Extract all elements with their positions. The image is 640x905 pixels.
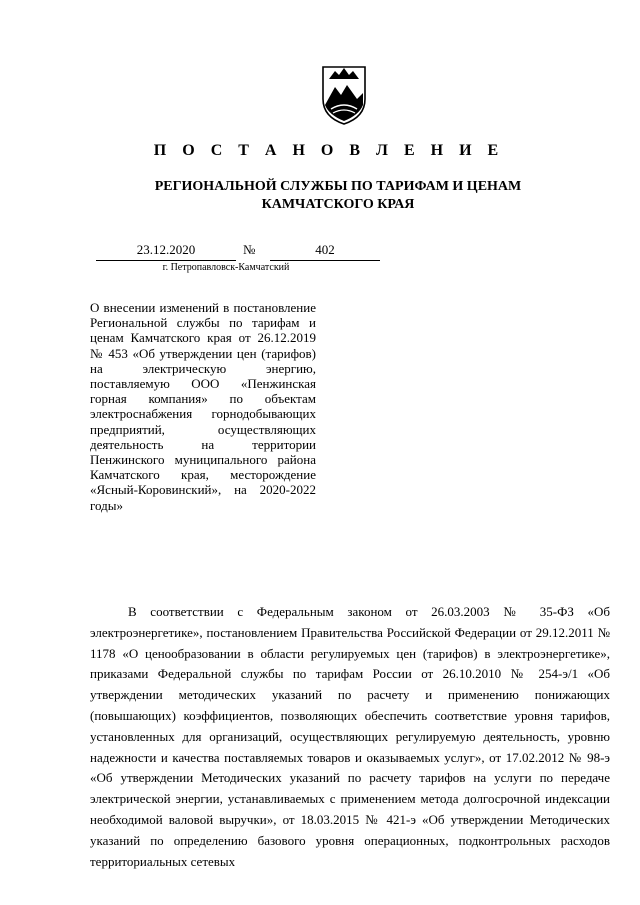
issuer-heading-line2: КАМЧАТСКОГО КРАЯ xyxy=(261,197,415,212)
issuer-heading xyxy=(0,178,640,214)
document-body-paragraph: В соответствии с Федеральным законом от 26.03.2003 № 35-ФЗ «Об электроэнергетике», постановлением Правительства Российской Федерации от 29.12.2011 № 1178 «О ценообразовании в области регулируемых цен (тарифов) в электроэнергетике», приказами Федеральной службы по тарифам России от 26.10.2010 № 254-э/1 «Об утверждении методических указаний по расчету и применению понижающих (повышающих) коэффициентов, позволяющих обеспечить соответствие уровня тарифов, установленных для организаций, осуществляющих регулируемую деятельность, уровню надежности и качества поставляемых товаров и оказываемых услуг», от 17.02.2012 № 98-э «Об утверждении Методических указаний по расчету тарифов на услуги по передаче электрической энергии, устанавливаемых с применением метода долгосрочной индексации необходимой валовой выручки», от 18.03.2015 № 421-э «Об утверждении Методических указаний по определению базового уровня операционных, подконтрольных расходов территориальных сетевых xyxy=(90,604,610,869)
issue-city: г. Петропавловск-Камчатский xyxy=(162,262,290,273)
document-subject: О внесении изменений в постановление Региональной службы по тарифам и ценам Камчатского края от 26.12.2019 № 453 «Об утверждении цен (тарифов) на электрическую энергию, поставляемую ООО «Пенжинская горная компания» по объектам электроснабжения горнодобывающих предприятий, осуществляющих деятельность на территории Пенжинского муниципального района Камчатского края, месторождение «Ясный-Коровинский», на 2020-2022 годы» xyxy=(90,300,316,513)
issuer-heading-line1: РЕГИОНАЛЬНОЙ СЛУЖБЫ ПО ТАРИФАМ И ЦЕНАМ xyxy=(154,179,522,194)
coat-of-arms-icon xyxy=(321,65,367,125)
document-date: 23.12.2020 xyxy=(96,242,236,261)
document-type-title: П О С Т А Н О В Л Е Н И Е xyxy=(153,142,505,159)
document-number: 402 xyxy=(270,242,380,261)
number-sign: № xyxy=(243,242,256,257)
